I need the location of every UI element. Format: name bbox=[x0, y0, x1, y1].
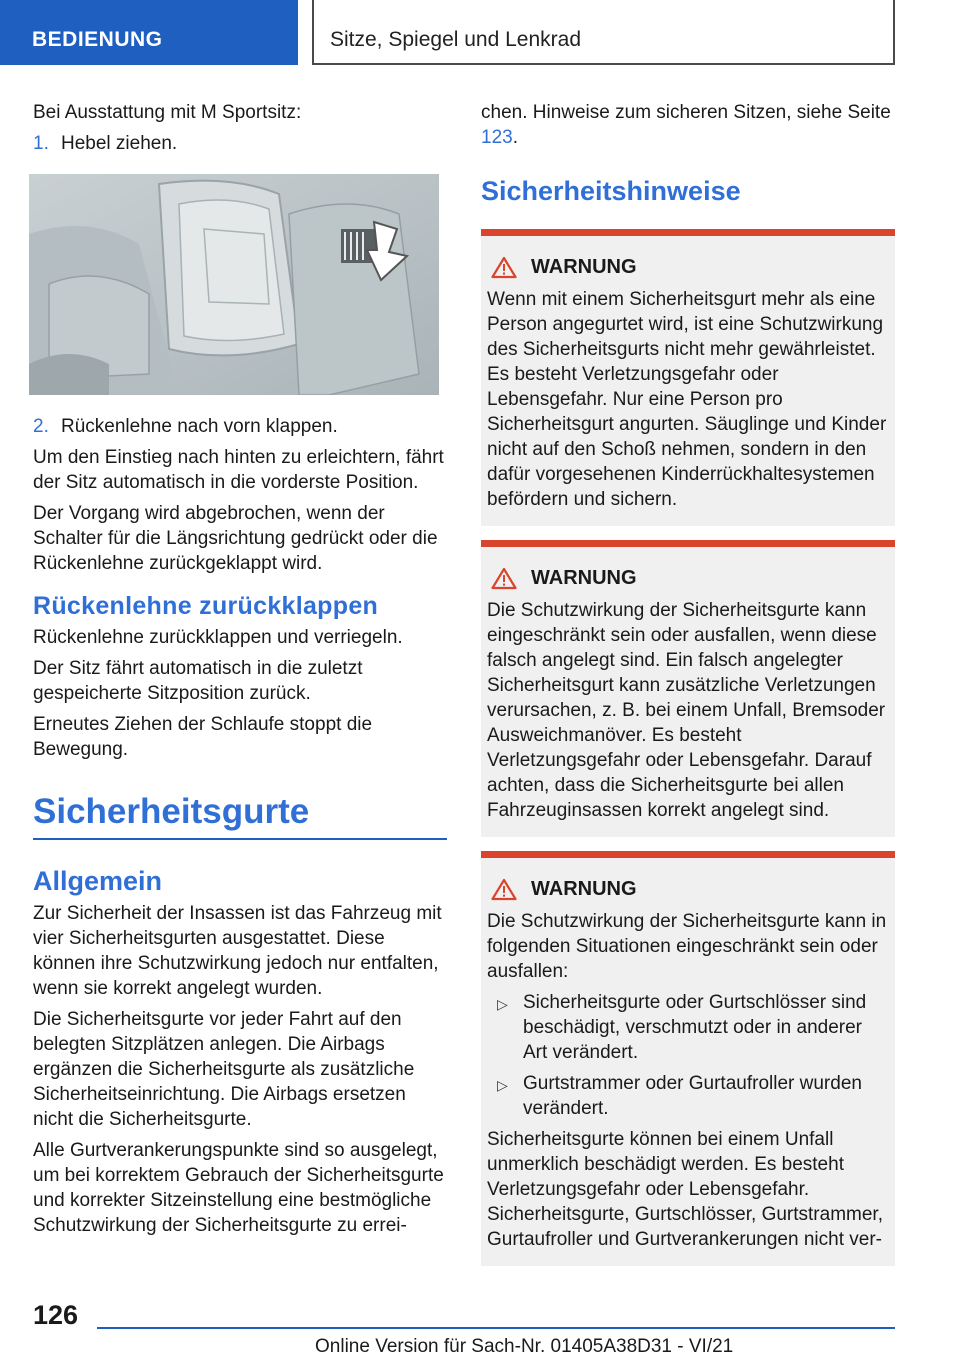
bullet-text-2: Gurtstrammer oder Gurtaufroller wurden verändert. bbox=[523, 1073, 862, 1119]
paragraph-entry: Um den Einstieg nach hinten zu erleichtern, fährt der Sitz automatisch in die vorderste Position. bbox=[33, 447, 444, 493]
paragraph-backrest-lock: Rückenlehne zurückklappen und verriegeln. bbox=[33, 627, 403, 648]
intro-text: Bei Ausstattung mit M Sportsitz: bbox=[33, 102, 302, 123]
warning-label-1: WARNUNG bbox=[531, 256, 637, 278]
step-2-number: 2. bbox=[33, 416, 49, 437]
warning-text-2: Die Schutzwirkung der Sicherheitsgurte kann eingeschränkt sein oder ausfallen, wenn diese falsch angelegt sind. Ein falsch angelegter Sicherheitsgurt kann zusätzliche Verletzungen verursachen, z. B. bei einem Unfall, Bremsoder Ausweichmanöver. Es besteht Verletzungsgefahr oder Lebensgefahr. Darauf achten, dass die Sicherheitsgurte bei allen Fahrzeuginsassen korrekt angelegt sind. bbox=[487, 600, 886, 821]
page-reference-link[interactable]: 123 bbox=[481, 127, 513, 148]
left-column bbox=[33, 100, 445, 1244]
warning-triangle-icon bbox=[491, 567, 517, 590]
footer-version-text: Online Version für Sach-Nr. 01405A38D31 - VI/21 bbox=[315, 1336, 734, 1357]
warning-box-1 bbox=[481, 229, 895, 526]
heading-seatbelts: Sicherheitsgurte bbox=[33, 792, 447, 840]
warning-title-3 bbox=[487, 878, 887, 901]
paragraph-abort: Der Vorgang wird abgebrochen, wenn der Schalter für die Längsrichtung gedrückt oder die Rückenlehne zurückgeklappt wird. bbox=[33, 503, 438, 574]
continued-end: . bbox=[512, 127, 518, 148]
warning-triangle-icon bbox=[491, 256, 517, 279]
page-number: 126 bbox=[33, 1300, 79, 1330]
paragraph-loop-stop: Erneutes Ziehen der Schlaufe stoppt die Bewegung. bbox=[33, 714, 373, 760]
warning-label-2: WARNUNG bbox=[531, 567, 637, 589]
warning-title-2 bbox=[487, 567, 887, 590]
warning-label-3: WARNUNG bbox=[531, 878, 637, 900]
bullet-item-2 bbox=[487, 1071, 887, 1121]
heading-safety-notes: Sicherheitshinweise bbox=[481, 176, 741, 206]
heading-backrest: Rückenlehne zurückklappen bbox=[33, 592, 379, 620]
warning-title-1 bbox=[487, 256, 887, 279]
bullet-triangle-icon: ▷ bbox=[497, 996, 508, 1012]
warning-text-1: Wenn mit einem Sicherheitsgurt mehr als eine Person angegurtet wird, ist eine Schutzwirkung des Sicherheitsgurts nicht mehr gewährleistet. Es besteht Verletzungsgefahr oder Lebensgefahr. Nur eine Person pro Sicherheitsgurt angurten. Säuglinge und Kinder nicht auf den Schoß nehmen, sondern in den dafür vorgesehenen Kinderrückhaltesystemen befördern und sichern. bbox=[487, 289, 887, 510]
paragraph-anchor-points: Alle Gurtverankerungspunkte sind so ausgelegt, um bei korrektem Gebrauch der Sicherheitsgurte und korrekter Sitzeinstellung eine bestmögliche Schutzwirkung der Sicherheitsgurte zu errei- bbox=[33, 1140, 444, 1236]
paragraph-continued bbox=[481, 100, 895, 150]
step-1-text: Hebel ziehen. bbox=[61, 133, 178, 154]
footer-divider bbox=[97, 1327, 895, 1329]
continued-text: chen. Hinweise zum sicheren Sitzen, siehe Seite bbox=[481, 102, 891, 123]
heading-general: Allgemein bbox=[33, 866, 163, 896]
step-2-text: Rückenlehne nach vorn klappen. bbox=[61, 416, 338, 437]
bullet-item-1 bbox=[487, 990, 887, 1065]
warning-text-3: Die Schutzwirkung der Sicherheitsgurte kann in folgenden Situationen eingeschränkt sein oder ausfallen: bbox=[487, 911, 887, 982]
paragraph-seat-return: Der Sitz fährt automatisch in die zuletzt gespeicherte Sitzposition zurück. bbox=[33, 658, 363, 704]
paragraph-occupant-safety: Zur Sicherheit der Insassen ist das Fahrzeug mit vier Sicherheitsgurten ausgestattet. Diese können ihre Schutzwirkung jedoch nur entfalten, wenn sie korrekt angelegt wurden. bbox=[33, 903, 442, 999]
header-section-label: BEDIENUNG bbox=[32, 28, 163, 51]
paragraph-belt-usage: Die Sicherheitsgurte vor jeder Fahrt auf den belegten Sitzplätzen anlegen. Die Airbags ergänzen die Sicherheitsgurte als zusätzliche Sicherheitseinrichtung. Die Airbags ersetzen nicht die Sicherheitsgurte. bbox=[33, 1009, 415, 1130]
warning-text-3b: Sicherheitsgurte können bei einem Unfall unmerklich beschädigt werden. Es besteht Verletzungsgefahr oder Lebensgefahr. Sicherheitsgurte, Gurtschlösser, Gurtstrammer, Gurtaufroller und Gurtverankerungen nicht ver- bbox=[487, 1129, 883, 1250]
bullet-text-1: Sicherheitsgurte oder Gurtschlösser sind beschädigt, verschmutzt oder in anderer Art verändert. bbox=[523, 992, 867, 1063]
header-chapter-box bbox=[312, 0, 895, 65]
warning-triangle-icon bbox=[491, 878, 517, 901]
header-chapter-label: Sitze, Spiegel und Lenkrad bbox=[330, 28, 582, 51]
step-1-number: 1. bbox=[33, 133, 49, 154]
warning-box-3 bbox=[481, 851, 895, 1266]
bullet-triangle-icon: ▷ bbox=[497, 1077, 508, 1093]
step-1 bbox=[33, 131, 445, 156]
seat-lever-photo bbox=[29, 174, 439, 395]
step-2 bbox=[33, 414, 445, 439]
header-section-tab bbox=[0, 0, 298, 65]
warning-box-2 bbox=[481, 540, 895, 837]
right-column bbox=[481, 100, 895, 1280]
